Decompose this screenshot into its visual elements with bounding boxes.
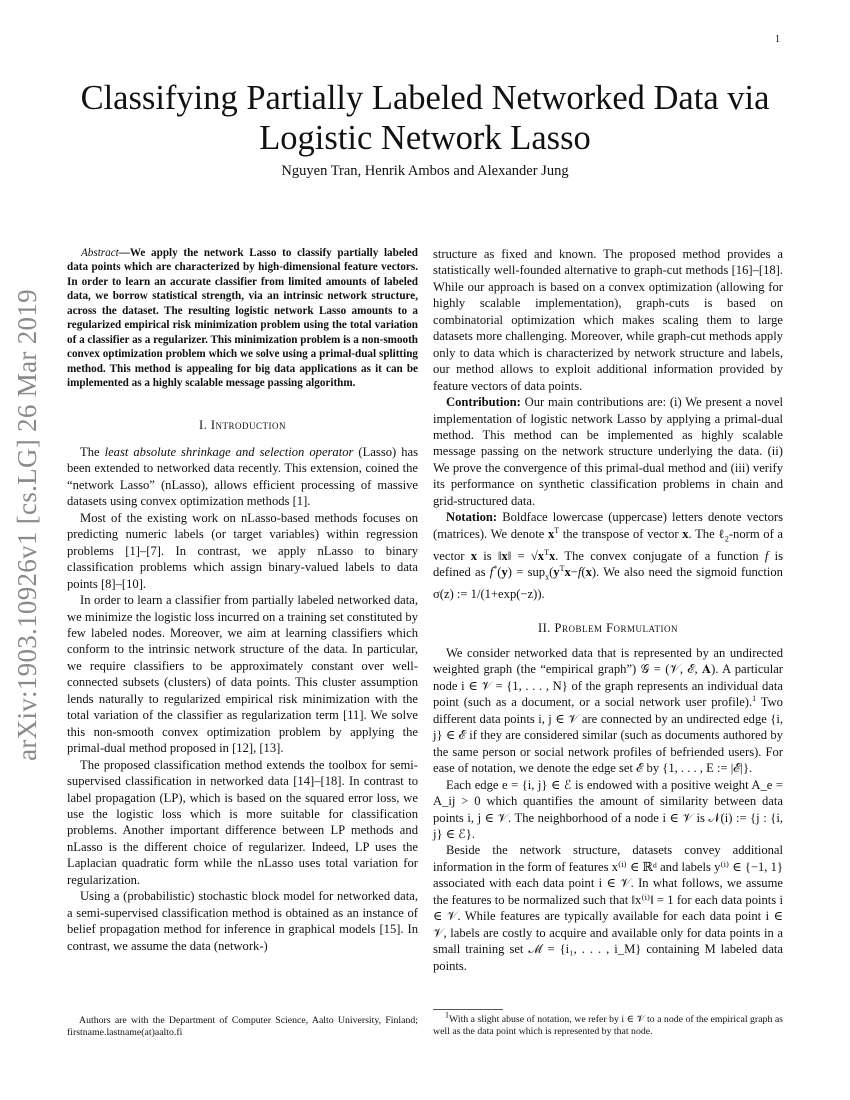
abstract-text: —We apply the network Lasso to classify partially labeled data points which are characterized by high-dimensional feature vectors. In order to learn an accurate classifier from limited amounts of labeled data, we borrow statistical strength, via an intrinsic network structure, across the dataset. The resulting logistic network Lasso amounts to a regularized empirical risk minimization problem using the total variation of a classifier as a regularizer. This minimization problem is a non-smooth convex optimization problem which we solve using a primal-dual splitting method. This method is appealing for big data applications as it can be implemented as a highly scalable message passing algorithm. xyxy=(67,247,418,390)
problem-paragraph-1: We consider networked data that is represented by an undirected weighted graph (the “empirical graph”) 𝒢 = (𝒱, ℰ, 𝐀). A particular node i ∈ 𝒱 = {1, . . . , N} of the graph represents an individual data point (such as a document, or a social network user profile).$^1$ Two different data points i, j ∈ 𝒱 are connected by an undirected edge {i, j} ∈ ℰ if they are considered similar (such as documents authored by the same person or social network profiles of befriended users). For ease of notation, we denote the edge set ℰ by {1, . . . , E := |ℰ|}. xyxy=(433,646,783,776)
section-heading-problem-formulation: II. Problem Formulation xyxy=(537,620,679,635)
intro-paragraph-5: Using a (probabilistic) stochastic block model for networked data, a semi-supervised classification method is obtained as an instance of belief propagation method for inference in graphical models [15]. In contrast, we assume the data (network-) xyxy=(67,889,418,953)
footnote-authors: Authors are with the Department of Computer Science, Aalto University, Finland; firstname.lastname(at)aalto.fi xyxy=(67,1015,418,1039)
paper-title: Classifying Partially Labeled Networked Data via Logistic Network Lasso xyxy=(80,79,770,157)
footnote-rule-right xyxy=(433,1009,503,1010)
notation-paragraph: Notation: Boldface lowercase (uppercase) letters denote vectors (matrices). We denote $x^T$ the transpose of vector x. The ℓ$_2$-norm of a vector x is ‖x‖ = $√x^Tx$. The convex conjugate of a function f is defined as $f^*(y) = sup_x(y^Tx-f(x)$. We also need the sigmoid function σ(z) := 1/(1+exp(−z)). xyxy=(433,510,783,602)
arxiv-identifier: arXiv:1903.10926v1 [cs.LG] 26 Mar 2019 xyxy=(12,289,42,761)
abstract xyxy=(67,246,418,391)
problem-paragraph-2: Each edge e = {i, j} ∈ ℰ is endowed with a positive weight A_e = A_ij > 0 which quantifies the amount of similarity between data points i, j ∈ 𝒱. The neighborhood of a node i ∈ 𝒱 is 𝒩(i) := {j : {i, j} ∈ ℰ}. xyxy=(433,777,783,841)
intro-paragraph-5-continued: structure as fixed and known. The proposed method provides a statistically well-founded alternative to graph-cut methods [16]–[18]. While our approach is based on a convex optimization (allowing for highly scalable implementation), graph-cuts is based on combinatorial optimization which makes scaling them to large datasets more challenging. Moreover, while graph-cut methods apply only to data which is characterized by network structure and labels, our method allows to exploit additional information provided by feature vectors of data points. xyxy=(433,247,783,393)
left-column xyxy=(67,246,418,954)
contribution-paragraph: Contribution: Our main contributions are: (i) We present a novel implementation of logistic network Lasso by applying a primal-dual method. This method can be implemented as highly scalable message passing on the network structure underlying the data. (ii) We prove the convergence of this primal-dual method and (iii) verify its performance on synthetic classification problems in chain and grid-structured data. xyxy=(433,395,783,508)
intro-paragraph-2: Most of the existing work on nLasso-based methods focuses on predicting numeric labels (or target variables) within regression problems [1]–[7]. In contrast, we apply nLasso to binary classification problems which assign binary-valued labels to data points [8]–[10]. xyxy=(67,510,418,591)
paper-authors: Nguyen Tran, Henrik Ambos and Alexander Jung xyxy=(281,163,569,179)
right-column xyxy=(433,246,783,974)
problem-paragraph-3: Beside the network structure, datasets convey additional information in the form of features x⁽ⁱ⁾ ∈ ℝᵈ and labels y⁽ⁱ⁾ ∈ {−1, 1} associated with each data point i ∈ 𝒱. In what follows, we assume the features to be normalized such that ‖x⁽ⁱ⁾‖ = 1 for each data points i ∈ 𝒱. While features are typically available for each data point i ∈ 𝒱, labels are costly to acquire and available only for data points in a small training set ℳ = {i₁, . . . , i_M} containing M labeled data points. xyxy=(433,843,783,973)
section-heading-introduction: I. Introduction xyxy=(198,417,287,432)
intro-paragraph-4: The proposed classification method extends the toolbox for semi-supervised classification in networked data [14]–[18]. In contrast to label propagation (LP), which is based on the squared error loss, we use the logistic loss which is more suitable for classification problems. Another important difference between LP methods and nLasso is the different choice of regularizer. Indeed, LP uses the Laplacian quadratic form while the nLasso uses total variation for regularization. xyxy=(67,757,418,887)
lasso-term: least absolute shrinkage and selection operator xyxy=(104,444,354,459)
abstract-label: Abstract xyxy=(81,247,119,259)
intro-paragraph-1: The least absolute shrinkage and selection operator (Lasso) has been extended to networked data recently. This extension, coined the “network Lasso” (nLasso), allows efficient processing of massive datasets using convex optimization methods [1]. xyxy=(67,444,418,509)
footnote-1: $^1$With a slight abuse of notation, we refer by i ∈ 𝒱 to a node of the empirical graph as well as the data point which is represented by that node. xyxy=(433,1010,783,1038)
page-number: 1 xyxy=(775,34,780,45)
intro-paragraph-3: In order to learn a classifier from partially labeled networked data, we minimize the logistic loss incurred on a training set constituted by few labeled nodes. Moreover, we aim at learning classifiers which conform to the intrinsic network structure of the data. In particular, we require classifiers to be approximately constant over well-connected subsets (clusters) of data points. This cluster assumption lends naturally to regularized empirical risk minimization with the total variation of the classifier as regularization term [11]. We solve this non-smooth convex optimization problem by applying the primal-dual method proposed in [12], [13]. xyxy=(67,593,418,756)
